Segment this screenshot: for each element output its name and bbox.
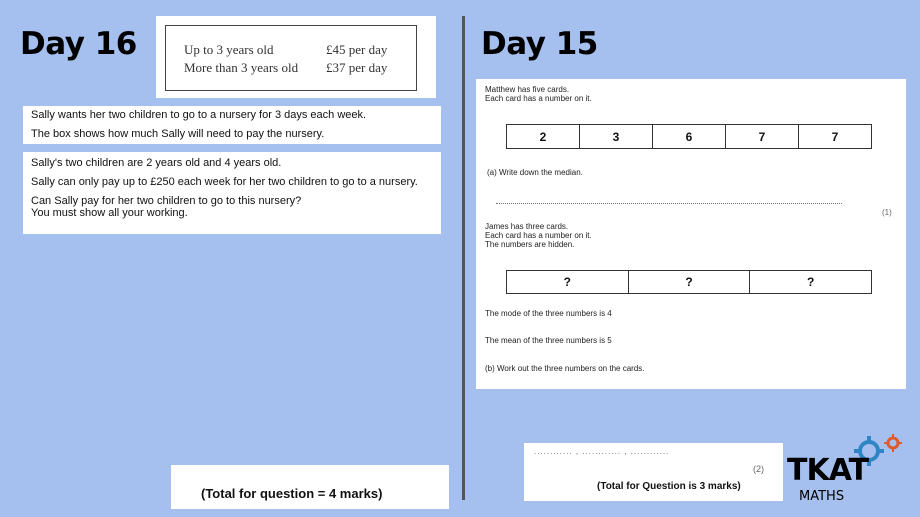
intro-line-2: The box shows how much Sally will need to pay the nursery. xyxy=(31,128,325,140)
question-line-3: Can Sally pay for her two children to go to this nursery? xyxy=(31,195,302,207)
price-label-1: Up to 3 years old xyxy=(184,42,274,57)
james-line-1: James has three cards. xyxy=(485,222,569,231)
matthew-card: 7 xyxy=(726,125,799,149)
part-b-answer-dots: ............ , ............ , ............ xyxy=(534,447,670,456)
matthew-card: 6 xyxy=(653,125,726,149)
day16-title: Day 16 xyxy=(20,26,137,62)
part-a-mark: (1) xyxy=(882,208,892,217)
matthew-card: 7 xyxy=(799,125,872,149)
right-total: (Total for Question is 3 marks) xyxy=(597,481,741,492)
intro-box xyxy=(23,106,441,144)
logo-sub: MATHS xyxy=(799,489,845,504)
logo-main: TKAT xyxy=(787,453,869,488)
day15-answer-box xyxy=(524,443,783,501)
part-a-text: (a) Write down the median. xyxy=(487,168,583,177)
left-total-box xyxy=(171,465,449,509)
day15-question-box xyxy=(476,79,906,389)
price-box xyxy=(156,16,436,98)
james-card: ? xyxy=(750,271,872,294)
part-b-mark: (2) xyxy=(753,464,764,474)
price-value-2: £37 per day xyxy=(326,60,388,75)
mode-line: The mode of the three numbers is 4 xyxy=(485,309,612,318)
question-box xyxy=(23,152,441,234)
matthew-card: 2 xyxy=(507,125,580,149)
matthew-card: 3 xyxy=(580,125,653,149)
price-label-2: More than 3 years old xyxy=(184,60,299,75)
intro-line-1: Sally wants her two children to go to a nursery for 3 days each week. xyxy=(31,109,367,121)
question-line-2: Sally can only pay up to £250 each week for her two children to go to a nursery. xyxy=(31,176,418,188)
question-line-4: You must show all your working. xyxy=(31,207,188,219)
matthew-cards xyxy=(506,124,872,149)
matthew-line-2: Each card has a number on it. xyxy=(485,94,592,103)
left-total: (Total for question = 4 marks) xyxy=(201,486,383,501)
james-cards xyxy=(506,270,872,294)
mean-line: The mean of the three numbers is 5 xyxy=(485,336,612,345)
james-card: ? xyxy=(628,271,750,294)
question-line-1: Sally's two children are 2 years old and 4 years old. xyxy=(31,157,282,169)
price-table xyxy=(165,25,417,91)
matthew-line-1: Matthew has five cards. xyxy=(485,85,570,94)
center-divider xyxy=(462,16,465,500)
part-b-text: (b) Work out the three numbers on the cards. xyxy=(485,364,645,373)
tkat-logo xyxy=(787,431,913,507)
price-value-1: £45 per day xyxy=(326,42,388,57)
james-line-3: The numbers are hidden. xyxy=(485,240,575,249)
james-card: ? xyxy=(507,271,629,294)
part-a-answer-line xyxy=(496,203,842,204)
james-line-2: Each card has a number on it. xyxy=(485,231,592,240)
day15-title: Day 15 xyxy=(481,26,598,62)
